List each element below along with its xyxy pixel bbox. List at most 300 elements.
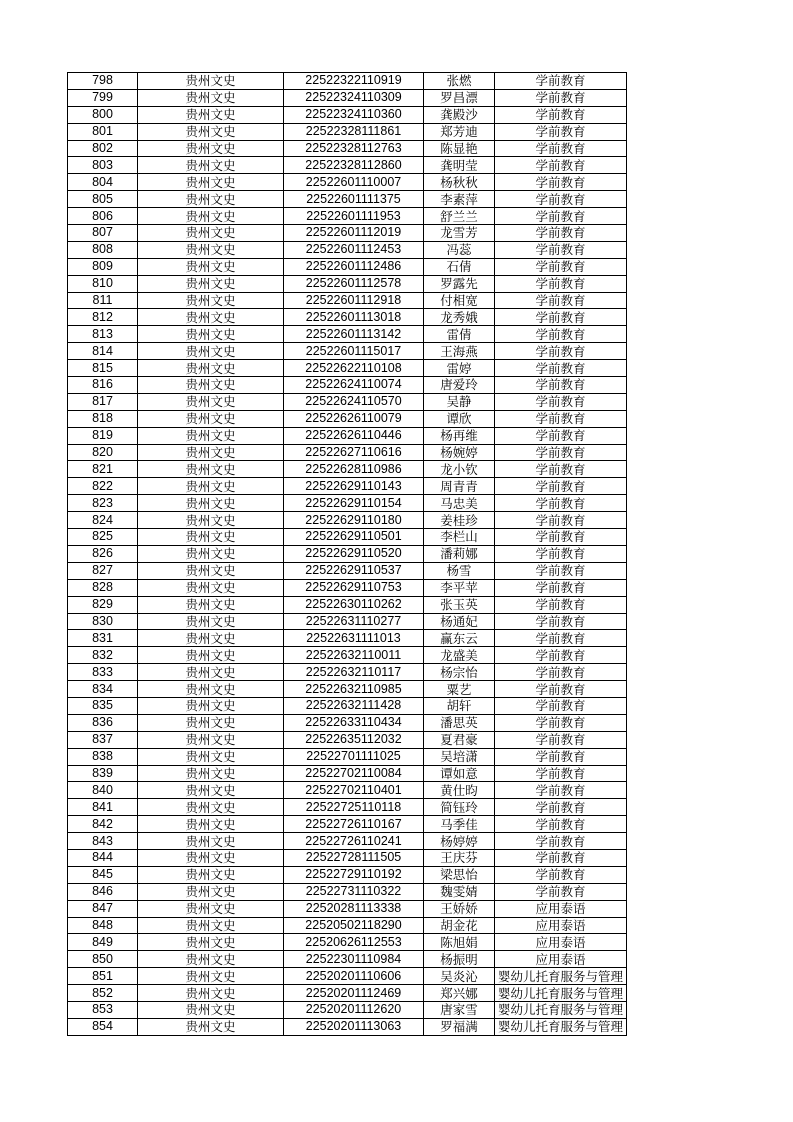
row-number: 835 [68, 697, 138, 714]
table-row [68, 512, 627, 529]
row-number: 800 [68, 106, 138, 123]
student-name-cell: 舒兰兰 [424, 208, 495, 225]
major-cell: 学前教育 [495, 849, 627, 866]
table-row [68, 123, 627, 140]
candidate-id-cell: 22522601115017 [284, 343, 424, 360]
table-row [68, 799, 627, 816]
table-row [68, 444, 627, 461]
candidate-id-cell: 22522631111013 [284, 630, 424, 647]
table-row [68, 951, 627, 968]
student-name-cell: 郑芳迪 [424, 123, 495, 140]
candidate-id-cell: 22522622110108 [284, 360, 424, 377]
table-row [68, 748, 627, 765]
major-cell: 学前教育 [495, 512, 627, 529]
student-name-cell: 杨振明 [424, 951, 495, 968]
student-name-cell: 胡轩 [424, 697, 495, 714]
student-name-cell: 杨婉婷 [424, 444, 495, 461]
category-cell: 贵州文史 [138, 900, 284, 917]
major-cell: 学前教育 [495, 562, 627, 579]
major-cell: 学前教育 [495, 545, 627, 562]
table-row [68, 664, 627, 681]
major-cell: 学前教育 [495, 225, 627, 242]
table-row [68, 849, 627, 866]
student-name-cell: 罗露先 [424, 275, 495, 292]
row-number: 813 [68, 326, 138, 343]
row-number: 847 [68, 900, 138, 917]
candidate-id-cell: 22520626112553 [284, 934, 424, 951]
category-cell: 贵州文史 [138, 478, 284, 495]
category-cell: 贵州文史 [138, 461, 284, 478]
major-cell: 学前教育 [495, 782, 627, 799]
row-number: 840 [68, 782, 138, 799]
category-cell: 贵州文史 [138, 225, 284, 242]
candidate-id-cell: 22522627110616 [284, 444, 424, 461]
category-cell: 贵州文史 [138, 512, 284, 529]
candidate-id-cell: 22522301110984 [284, 951, 424, 968]
student-name-cell: 马季佳 [424, 816, 495, 833]
category-cell: 贵州文史 [138, 697, 284, 714]
student-name-cell: 杨再维 [424, 427, 495, 444]
candidate-id-cell: 22522601112486 [284, 258, 424, 275]
major-cell: 学前教育 [495, 360, 627, 377]
student-name-cell: 潘莉娜 [424, 545, 495, 562]
table-row [68, 258, 627, 275]
candidate-id-cell: 22522632110117 [284, 664, 424, 681]
candidate-id-cell: 22522635112032 [284, 731, 424, 748]
student-name-cell: 付相宽 [424, 292, 495, 309]
candidate-id-cell: 22522601111953 [284, 208, 424, 225]
major-cell: 学前教育 [495, 495, 627, 512]
student-name-cell: 冯蕊 [424, 241, 495, 258]
major-cell: 学前教育 [495, 461, 627, 478]
major-cell: 学前教育 [495, 444, 627, 461]
row-number: 826 [68, 545, 138, 562]
student-name-cell: 杨婷婷 [424, 833, 495, 850]
candidate-id-cell: 22522601111375 [284, 191, 424, 208]
student-name-cell: 张燃 [424, 73, 495, 90]
major-cell: 学前教育 [495, 191, 627, 208]
table-row [68, 174, 627, 191]
student-name-cell: 梁思怡 [424, 866, 495, 883]
major-cell: 学前教育 [495, 765, 627, 782]
category-cell: 贵州文史 [138, 833, 284, 850]
category-cell: 贵州文史 [138, 275, 284, 292]
candidate-id-cell: 22522728111505 [284, 849, 424, 866]
row-number: 823 [68, 495, 138, 512]
row-number: 849 [68, 934, 138, 951]
student-name-cell: 郑兴娜 [424, 985, 495, 1002]
candidate-id-cell: 22522601112453 [284, 241, 424, 258]
candidate-id-cell: 22522626110446 [284, 427, 424, 444]
row-number: 844 [68, 849, 138, 866]
category-cell: 贵州文史 [138, 630, 284, 647]
table-row [68, 140, 627, 157]
category-cell: 贵州文史 [138, 816, 284, 833]
candidate-id-cell: 22522629110501 [284, 529, 424, 546]
candidate-id-cell: 22522630110262 [284, 596, 424, 613]
category-cell: 贵州文史 [138, 849, 284, 866]
candidate-id-cell: 22522328112763 [284, 140, 424, 157]
row-number: 811 [68, 292, 138, 309]
student-name-cell: 龙秀娥 [424, 309, 495, 326]
table-row [68, 681, 627, 698]
row-number: 824 [68, 512, 138, 529]
major-cell: 学前教育 [495, 529, 627, 546]
candidate-id-cell: 22520201112469 [284, 985, 424, 1002]
category-cell: 贵州文史 [138, 545, 284, 562]
major-cell: 应用泰语 [495, 917, 627, 934]
candidate-id-cell: 22522633110434 [284, 714, 424, 731]
major-cell: 学前教育 [495, 106, 627, 123]
table-row [68, 647, 627, 664]
candidate-id-cell: 22522726110241 [284, 833, 424, 850]
row-number: 846 [68, 883, 138, 900]
student-name-cell: 马忠美 [424, 495, 495, 512]
student-name-cell: 龙雪芳 [424, 225, 495, 242]
major-cell: 学前教育 [495, 883, 627, 900]
row-number: 814 [68, 343, 138, 360]
row-number: 830 [68, 613, 138, 630]
category-cell: 贵州文史 [138, 410, 284, 427]
category-cell: 贵州文史 [138, 799, 284, 816]
major-cell: 学前教育 [495, 579, 627, 596]
category-cell: 贵州文史 [138, 292, 284, 309]
category-cell: 贵州文史 [138, 495, 284, 512]
category-cell: 贵州文史 [138, 731, 284, 748]
table-row [68, 1018, 627, 1035]
category-cell: 贵州文史 [138, 596, 284, 613]
student-name-cell: 陈旭娟 [424, 934, 495, 951]
table-row [68, 191, 627, 208]
table-row [68, 613, 627, 630]
student-name-cell: 唐家雪 [424, 1001, 495, 1018]
admission-list-table [67, 72, 627, 1036]
candidate-id-cell: 22522629110537 [284, 562, 424, 579]
major-cell: 学前教育 [495, 748, 627, 765]
candidate-id-cell: 22522631110277 [284, 613, 424, 630]
category-cell: 贵州文史 [138, 106, 284, 123]
student-name-cell: 龙盛美 [424, 647, 495, 664]
category-cell: 贵州文史 [138, 174, 284, 191]
student-name-cell: 谭如意 [424, 765, 495, 782]
category-cell: 贵州文史 [138, 529, 284, 546]
major-cell: 学前教育 [495, 731, 627, 748]
row-number: 827 [68, 562, 138, 579]
row-number: 804 [68, 174, 138, 191]
candidate-id-cell: 22522701111025 [284, 748, 424, 765]
row-number: 825 [68, 529, 138, 546]
major-cell: 婴幼儿托育服务与管理 [495, 968, 627, 985]
table-row [68, 731, 627, 748]
major-cell: 学前教育 [495, 140, 627, 157]
row-number: 812 [68, 309, 138, 326]
row-number: 816 [68, 377, 138, 394]
table-row [68, 985, 627, 1002]
major-cell: 学前教育 [495, 613, 627, 630]
category-cell: 贵州文史 [138, 444, 284, 461]
row-number: 808 [68, 241, 138, 258]
major-cell: 学前教育 [495, 410, 627, 427]
student-name-cell: 周青青 [424, 478, 495, 495]
category-cell: 贵州文史 [138, 123, 284, 140]
row-number: 798 [68, 73, 138, 90]
student-name-cell: 姜桂珍 [424, 512, 495, 529]
table-row [68, 495, 627, 512]
major-cell: 学前教育 [495, 833, 627, 850]
major-cell: 学前教育 [495, 377, 627, 394]
table-row [68, 782, 627, 799]
major-cell: 学前教育 [495, 664, 627, 681]
category-cell: 贵州文史 [138, 883, 284, 900]
student-name-cell: 罗福满 [424, 1018, 495, 1035]
row-number: 822 [68, 478, 138, 495]
student-name-cell: 简钰玲 [424, 799, 495, 816]
major-cell: 学前教育 [495, 275, 627, 292]
category-cell: 贵州文史 [138, 1001, 284, 1018]
major-cell: 学前教育 [495, 681, 627, 698]
category-cell: 贵州文史 [138, 681, 284, 698]
category-cell: 贵州文史 [138, 917, 284, 934]
candidate-id-cell: 22522629110143 [284, 478, 424, 495]
category-cell: 贵州文史 [138, 326, 284, 343]
major-cell: 婴幼儿托育服务与管理 [495, 1001, 627, 1018]
category-cell: 贵州文史 [138, 393, 284, 410]
major-cell: 学前教育 [495, 427, 627, 444]
admission-list-body [68, 73, 627, 1036]
table-row [68, 208, 627, 225]
candidate-id-cell: 22520281113338 [284, 900, 424, 917]
row-number: 809 [68, 258, 138, 275]
candidate-id-cell: 22522601113018 [284, 309, 424, 326]
category-cell: 贵州文史 [138, 866, 284, 883]
major-cell: 学前教育 [495, 343, 627, 360]
row-number: 845 [68, 866, 138, 883]
table-row [68, 89, 627, 106]
table-row [68, 106, 627, 123]
candidate-id-cell: 22522322110919 [284, 73, 424, 90]
row-number: 799 [68, 89, 138, 106]
student-name-cell: 罗昌漂 [424, 89, 495, 106]
category-cell: 贵州文史 [138, 714, 284, 731]
student-name-cell: 王庆芬 [424, 849, 495, 866]
category-cell: 贵州文史 [138, 343, 284, 360]
student-name-cell: 雷倩 [424, 326, 495, 343]
candidate-id-cell: 22522729110192 [284, 866, 424, 883]
candidate-id-cell: 22522731110322 [284, 883, 424, 900]
category-cell: 贵州文史 [138, 748, 284, 765]
table-row [68, 883, 627, 900]
candidate-id-cell: 22522726110167 [284, 816, 424, 833]
candidate-id-cell: 22522624110074 [284, 377, 424, 394]
candidate-id-cell: 22522628110986 [284, 461, 424, 478]
candidate-id-cell: 22522632110985 [284, 681, 424, 698]
major-cell: 应用泰语 [495, 934, 627, 951]
table-row [68, 478, 627, 495]
major-cell: 学前教育 [495, 309, 627, 326]
major-cell: 学前教育 [495, 326, 627, 343]
category-cell: 贵州文史 [138, 377, 284, 394]
major-cell: 学前教育 [495, 157, 627, 174]
row-number: 851 [68, 968, 138, 985]
category-cell: 贵州文史 [138, 73, 284, 90]
table-row [68, 714, 627, 731]
table-row [68, 833, 627, 850]
candidate-id-cell: 22522702110401 [284, 782, 424, 799]
candidate-id-cell: 22520502118290 [284, 917, 424, 934]
row-number: 839 [68, 765, 138, 782]
row-number: 838 [68, 748, 138, 765]
candidate-id-cell: 22522629110180 [284, 512, 424, 529]
table-row [68, 241, 627, 258]
major-cell: 学前教育 [495, 697, 627, 714]
category-cell: 贵州文史 [138, 562, 284, 579]
candidate-id-cell: 22522725110118 [284, 799, 424, 816]
major-cell: 学前教育 [495, 630, 627, 647]
category-cell: 贵州文史 [138, 613, 284, 630]
row-number: 806 [68, 208, 138, 225]
category-cell: 贵州文史 [138, 951, 284, 968]
student-name-cell: 雷婷 [424, 360, 495, 377]
student-name-cell: 龚明莹 [424, 157, 495, 174]
table-row [68, 292, 627, 309]
row-number: 852 [68, 985, 138, 1002]
candidate-id-cell: 22522324110309 [284, 89, 424, 106]
category-cell: 贵州文史 [138, 647, 284, 664]
row-number: 803 [68, 157, 138, 174]
table-row [68, 697, 627, 714]
major-cell: 学前教育 [495, 647, 627, 664]
row-number: 810 [68, 275, 138, 292]
category-cell: 贵州文史 [138, 968, 284, 985]
candidate-id-cell: 22522601112918 [284, 292, 424, 309]
category-cell: 贵州文史 [138, 258, 284, 275]
candidate-id-cell: 22520201112620 [284, 1001, 424, 1018]
row-number: 829 [68, 596, 138, 613]
student-name-cell: 李素萍 [424, 191, 495, 208]
table-row [68, 630, 627, 647]
student-name-cell: 粟艺 [424, 681, 495, 698]
major-cell: 学前教育 [495, 596, 627, 613]
student-name-cell: 杨雪 [424, 562, 495, 579]
student-name-cell: 夏君豪 [424, 731, 495, 748]
row-number: 815 [68, 360, 138, 377]
category-cell: 贵州文史 [138, 934, 284, 951]
table-row [68, 427, 627, 444]
row-number: 853 [68, 1001, 138, 1018]
table-row [68, 157, 627, 174]
student-name-cell: 赢东云 [424, 630, 495, 647]
student-name-cell: 张玉英 [424, 596, 495, 613]
row-number: 807 [68, 225, 138, 242]
student-name-cell: 吴静 [424, 393, 495, 410]
student-name-cell: 潘思英 [424, 714, 495, 731]
row-number: 850 [68, 951, 138, 968]
table-row [68, 596, 627, 613]
major-cell: 应用泰语 [495, 951, 627, 968]
candidate-id-cell: 22522629110154 [284, 495, 424, 512]
category-cell: 贵州文史 [138, 765, 284, 782]
row-number: 832 [68, 647, 138, 664]
row-number: 843 [68, 833, 138, 850]
table-row [68, 461, 627, 478]
category-cell: 贵州文史 [138, 985, 284, 1002]
table-row [68, 765, 627, 782]
table-row [68, 968, 627, 985]
candidate-id-cell: 22522629110753 [284, 579, 424, 596]
major-cell: 学前教育 [495, 258, 627, 275]
student-name-cell: 李栏山 [424, 529, 495, 546]
table-row [68, 343, 627, 360]
student-name-cell: 李平苹 [424, 579, 495, 596]
major-cell: 学前教育 [495, 799, 627, 816]
row-number: 854 [68, 1018, 138, 1035]
category-cell: 贵州文史 [138, 309, 284, 326]
student-name-cell: 谭欣 [424, 410, 495, 427]
student-name-cell: 杨秋秋 [424, 174, 495, 191]
table-row [68, 73, 627, 90]
student-name-cell: 杨通妃 [424, 613, 495, 630]
category-cell: 贵州文史 [138, 1018, 284, 1035]
row-number: 818 [68, 410, 138, 427]
table-row [68, 934, 627, 951]
table-row [68, 1001, 627, 1018]
candidate-id-cell: 22522632110011 [284, 647, 424, 664]
row-number: 802 [68, 140, 138, 157]
major-cell: 学前教育 [495, 208, 627, 225]
student-name-cell: 龙小钦 [424, 461, 495, 478]
row-number: 821 [68, 461, 138, 478]
category-cell: 贵州文史 [138, 427, 284, 444]
category-cell: 贵州文史 [138, 664, 284, 681]
student-name-cell: 魏雯婧 [424, 883, 495, 900]
major-cell: 学前教育 [495, 478, 627, 495]
table-row [68, 225, 627, 242]
student-name-cell: 王娇娇 [424, 900, 495, 917]
category-cell: 贵州文史 [138, 157, 284, 174]
candidate-id-cell: 22522601113142 [284, 326, 424, 343]
table-row [68, 393, 627, 410]
row-number: 805 [68, 191, 138, 208]
table-row [68, 360, 627, 377]
major-cell: 学前教育 [495, 174, 627, 191]
major-cell: 婴幼儿托育服务与管理 [495, 1018, 627, 1035]
candidate-id-cell: 22520201113063 [284, 1018, 424, 1035]
major-cell: 婴幼儿托育服务与管理 [495, 985, 627, 1002]
row-number: 836 [68, 714, 138, 731]
table-row [68, 917, 627, 934]
major-cell: 学前教育 [495, 89, 627, 106]
row-number: 817 [68, 393, 138, 410]
category-cell: 贵州文史 [138, 241, 284, 258]
row-number: 848 [68, 917, 138, 934]
candidate-id-cell: 22522629110520 [284, 545, 424, 562]
student-name-cell: 唐爱玲 [424, 377, 495, 394]
major-cell: 学前教育 [495, 866, 627, 883]
table-row [68, 816, 627, 833]
row-number: 837 [68, 731, 138, 748]
category-cell: 贵州文史 [138, 360, 284, 377]
candidate-id-cell: 22522632111428 [284, 697, 424, 714]
category-cell: 贵州文史 [138, 782, 284, 799]
major-cell: 学前教育 [495, 714, 627, 731]
table-row [68, 326, 627, 343]
row-number: 820 [68, 444, 138, 461]
student-name-cell: 龚殿沙 [424, 106, 495, 123]
table-row [68, 866, 627, 883]
table-row [68, 562, 627, 579]
major-cell: 学前教育 [495, 123, 627, 140]
major-cell: 学前教育 [495, 73, 627, 90]
